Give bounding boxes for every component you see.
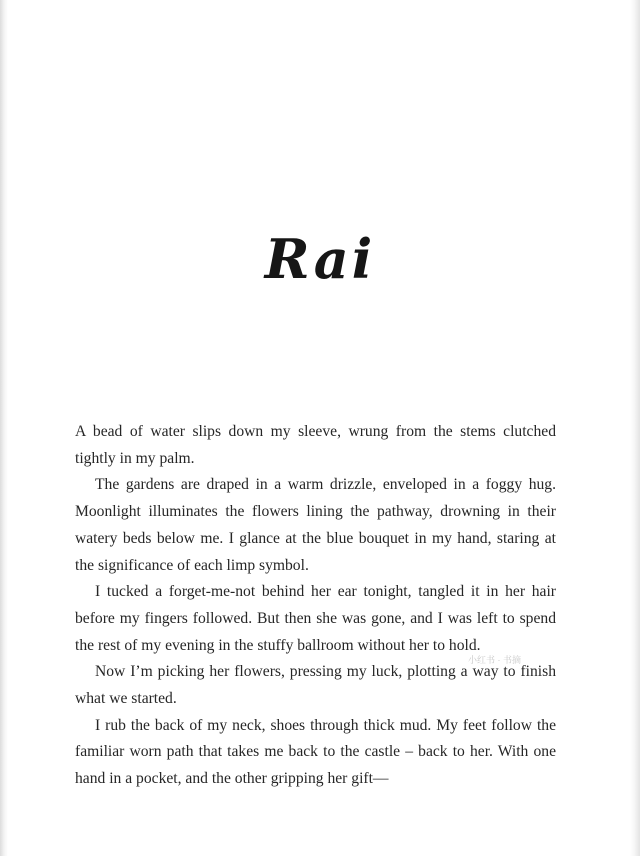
page-right-edge-shadow bbox=[630, 0, 640, 856]
paragraph: The gardens are draped in a warm drizzle, enveloped in a foggy hug. Moonlight illuminates the flowers lining the pathway, drowning in their watery beds below me. I glance at the blue bouquet in my hand, staring at the significance of each limp symbol. bbox=[75, 476, 556, 574]
chapter-body bbox=[75, 419, 556, 793]
paragraph: I rub the back of my neck, shoes through thick mud. My feet follow the familiar worn path that takes me back to the castle – back to her. With one hand in a pocket, and the other gripping her gift— bbox=[75, 716, 556, 788]
chapter-title: Rai bbox=[264, 227, 376, 292]
watermark: 小红书 · 书摘 bbox=[468, 655, 521, 665]
paragraph: I tucked a forget-me-not behind her ear tonight, tangled it in her hair before my fingers followed. But then she was gone, and I was left to spend the rest of my evening in the stuffy ballroom without her to hold. bbox=[75, 583, 556, 654]
paragraph: A bead of water slips down my sleeve, wrung from the stems clutched tightly in my palm. bbox=[75, 423, 556, 467]
paragraph: Now I’m picking her flowers, pressing my luck, plotting a way to finish what we started. bbox=[75, 663, 556, 708]
page-left-edge-shadow bbox=[0, 0, 8, 856]
